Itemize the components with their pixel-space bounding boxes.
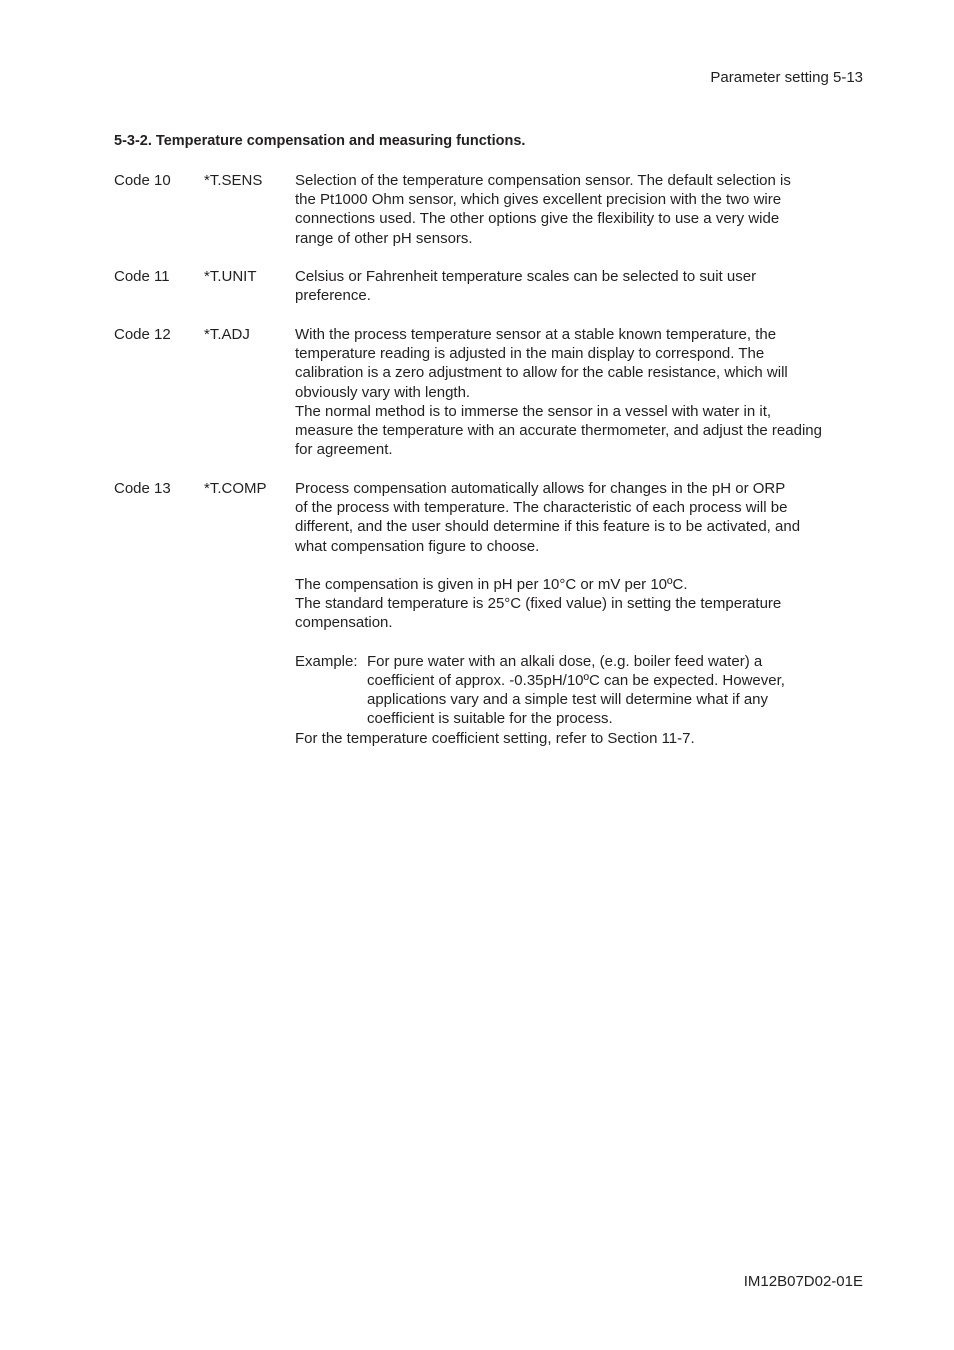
desc-line: of the process with temperature. The characteristic of each process will be <box>295 499 788 517</box>
example-block <box>295 652 874 729</box>
entry-description <box>295 479 874 748</box>
desc-line: obviously vary with length. <box>295 383 471 401</box>
desc-line: Celsius or Fahrenheit temperature scales can be selected to suit user <box>295 268 757 285</box>
desc-line: The normal method is to immerse the sensor in a vessel with water in it, <box>295 402 772 420</box>
desc-line: the Pt1000 Ohm sensor, which gives excellent precision with the two wire <box>295 191 782 209</box>
desc-line: calibration is a zero adjustment to allow for the cable resistance, which will <box>295 364 788 382</box>
example-line: coefficient of approx. -0.35pH/10ºC can be expected. However, <box>367 672 785 689</box>
desc-line: temperature reading is adjusted in the main display to correspond. The <box>295 345 765 363</box>
document-number: IM12B07D02-01E <box>743 1273 863 1290</box>
example-line: coefficient is suitable for the process. <box>367 710 613 728</box>
desc-line: what compensation figure to choose. <box>295 537 540 555</box>
entry-code-11 <box>114 267 874 305</box>
running-header: Parameter setting 5-13 <box>710 69 863 86</box>
closing-line: For the temperature coefficient setting, refer to Section 11-7. <box>295 729 695 747</box>
example-label: Example: <box>295 652 358 670</box>
code-label: Code 11 <box>114 268 170 285</box>
code-label: Code 12 <box>114 326 171 343</box>
example-line: For pure water with an alkali dose, (e.g. boiler feed water) a <box>367 652 763 670</box>
desc-line: With the process temperature sensor at a stable known temperature, the <box>295 326 777 343</box>
code-label: Code 10 <box>114 172 171 189</box>
desc-line: Selection of the temperature compensation sensor. The default selection is <box>295 172 791 189</box>
param-name: *T.COMP <box>204 480 267 497</box>
desc-line: connections used. The other options give the flexibility to use a very wide <box>295 210 780 228</box>
param-name: *T.ADJ <box>204 326 250 343</box>
desc-line: compensation. <box>295 614 393 632</box>
desc-line: Process compensation automatically allows for changes in the pH or ORP <box>295 480 786 497</box>
desc-line: The compensation is given in pH per 10°C or mV per 10ºC. <box>295 576 688 593</box>
entry-code-10 <box>114 171 874 248</box>
desc-line: different, and the user should determine if this feature is to be activated, and <box>295 518 801 536</box>
code-label: Code 13 <box>114 480 171 497</box>
entry-description <box>295 267 874 305</box>
param-name: *T.SENS <box>204 172 263 189</box>
desc-line: measure the temperature with an accurate thermometer, and adjust the reading <box>295 422 822 440</box>
desc-line: The standard temperature is 25°C (fixed value) in setting the temperature <box>295 595 782 613</box>
param-name: *T.UNIT <box>204 268 257 285</box>
entry-code-12 <box>114 325 874 459</box>
example-line: applications vary and a simple test will determine what if any <box>367 691 769 709</box>
section-title: 5-3-2. Temperature compensation and measuring functions. <box>114 133 526 149</box>
desc-line: for agreement. <box>295 441 393 459</box>
entry-description <box>295 171 874 248</box>
desc-line: range of other pH sensors. <box>295 229 473 247</box>
entry-description <box>295 325 874 459</box>
entry-code-13 <box>114 479 874 748</box>
desc-line: preference. <box>295 287 371 305</box>
